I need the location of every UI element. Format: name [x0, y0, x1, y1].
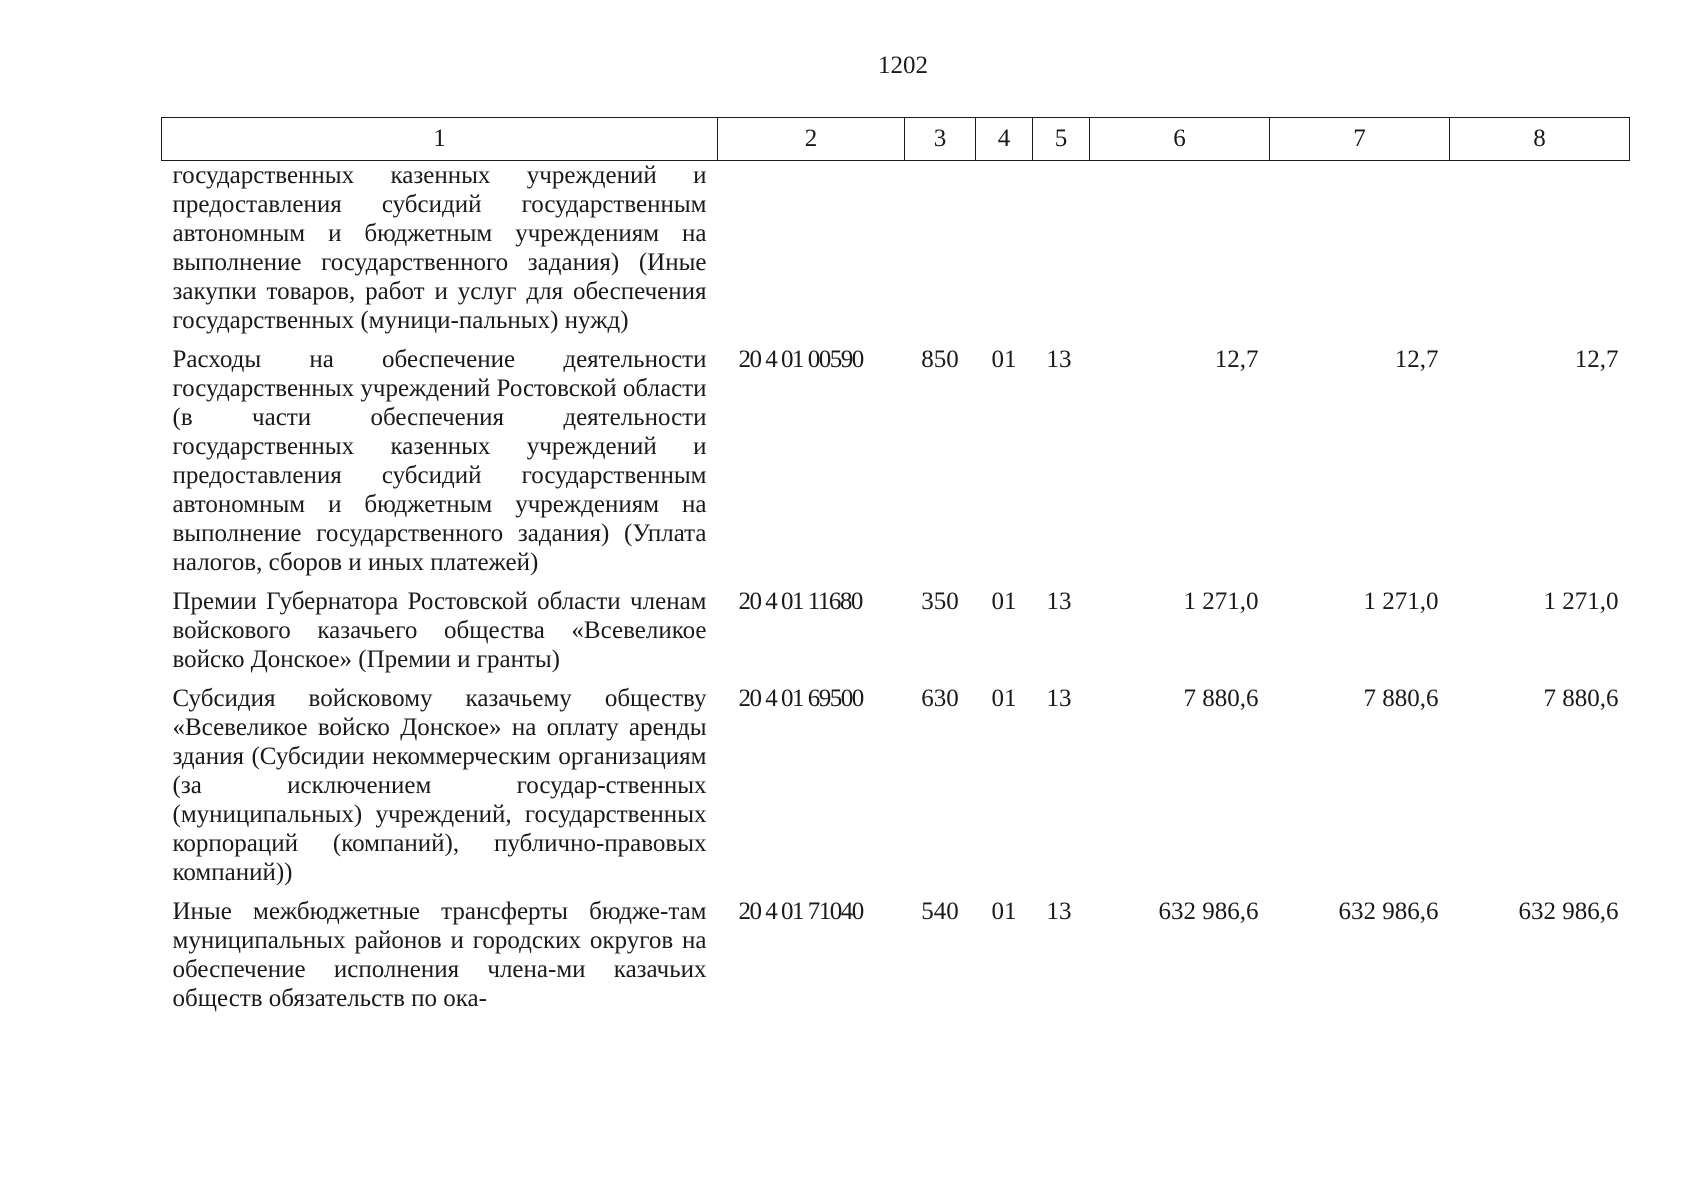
column-header: 7 [1270, 118, 1450, 161]
amount-col-7: 1 271,0 [1363, 588, 1439, 615]
column-header: 2 [718, 118, 905, 161]
budget-table [161, 117, 1630, 1023]
amount-col-8: 1 271,0 [1543, 588, 1619, 615]
expense-type-code: 850 [921, 346, 959, 373]
column-header: 5 [1033, 118, 1090, 161]
row-description: Субсидия войсковому казачьему обществу «Всевеликое войско Донское» на оплату аренды здания (Субсидии некоммерческим организациям (за исключением государ-ственных (муниципальных) учреждений, государственных корпораций (компаний), публично-правовых компаний)) [172, 685, 707, 886]
subsection-code: 13 [1046, 898, 1072, 925]
expense-type-code: 630 [921, 685, 959, 712]
row-description: Премии Губернатора Ростовской области членам войскового казачьего общества «Всевеликое войско Донское» (Премии и гранты) [172, 588, 707, 673]
target-article-code: 20 4 01 00590 [738, 346, 863, 373]
subsection-code: 13 [1046, 685, 1072, 712]
section-code: 01 [991, 898, 1017, 925]
target-article-code: 20 4 01 11680 [738, 588, 862, 615]
amount-col-8: 632 986,6 [1518, 898, 1619, 925]
target-article-code: 20 4 01 71040 [738, 898, 863, 925]
page-number: 1202 [878, 52, 928, 79]
amount-col-7: 632 986,6 [1338, 898, 1439, 925]
expense-type-code: 540 [921, 898, 959, 925]
expense-type-code: 350 [921, 588, 959, 615]
column-header: 1 [162, 118, 718, 161]
column-header: 4 [976, 118, 1033, 161]
section-code: 01 [991, 685, 1017, 712]
table-row [162, 897, 1630, 1023]
section-code: 01 [991, 346, 1017, 373]
amount-col-7: 12,7 [1394, 346, 1439, 373]
column-header: 8 [1450, 118, 1630, 161]
column-header: 3 [905, 118, 976, 161]
amount-col-8: 12,7 [1574, 346, 1619, 373]
amount-col-6: 1 271,0 [1183, 588, 1259, 615]
table-row [162, 161, 1630, 346]
amount-col-8: 7 880,6 [1543, 685, 1619, 712]
table-row [162, 345, 1630, 587]
table-row [162, 587, 1630, 684]
column-header: 6 [1090, 118, 1270, 161]
amount-col-6: 7 880,6 [1183, 685, 1259, 712]
subsection-code: 13 [1046, 346, 1072, 373]
row-description: Расходы на обеспечение деятельности государственных учреждений Ростовской области (в части обеспечения деятельности государственных казенных учреждений и предоставления субсидий государственным автономным и бюджетным учреждениям на выполнение государственного задания) (Уплата налогов, сборов и иных платежей) [172, 346, 707, 576]
amount-col-6: 632 986,6 [1158, 898, 1259, 925]
subsection-code: 13 [1046, 588, 1072, 615]
target-article-code: 20 4 01 69500 [738, 685, 863, 712]
table-header-row [162, 118, 1630, 161]
amount-col-6: 12,7 [1214, 346, 1259, 373]
section-code: 01 [991, 588, 1017, 615]
row-description: Иные межбюджетные трансферты бюдже-там муниципальных районов и городских округов на обеспечение исполнения члена-ми казачьих обществ обязательств по ока- [172, 898, 707, 1012]
table-row [162, 684, 1630, 897]
amount-col-7: 7 880,6 [1363, 685, 1439, 712]
row-description: государственных казенных учреждений и предоставления субсидий государственным автономным и бюджетным учреждениям на выполнение государственного задания) (Иные закупки товаров, работ и услуг для обеспечения государственных (муници-пальных) нужд) [172, 162, 707, 334]
